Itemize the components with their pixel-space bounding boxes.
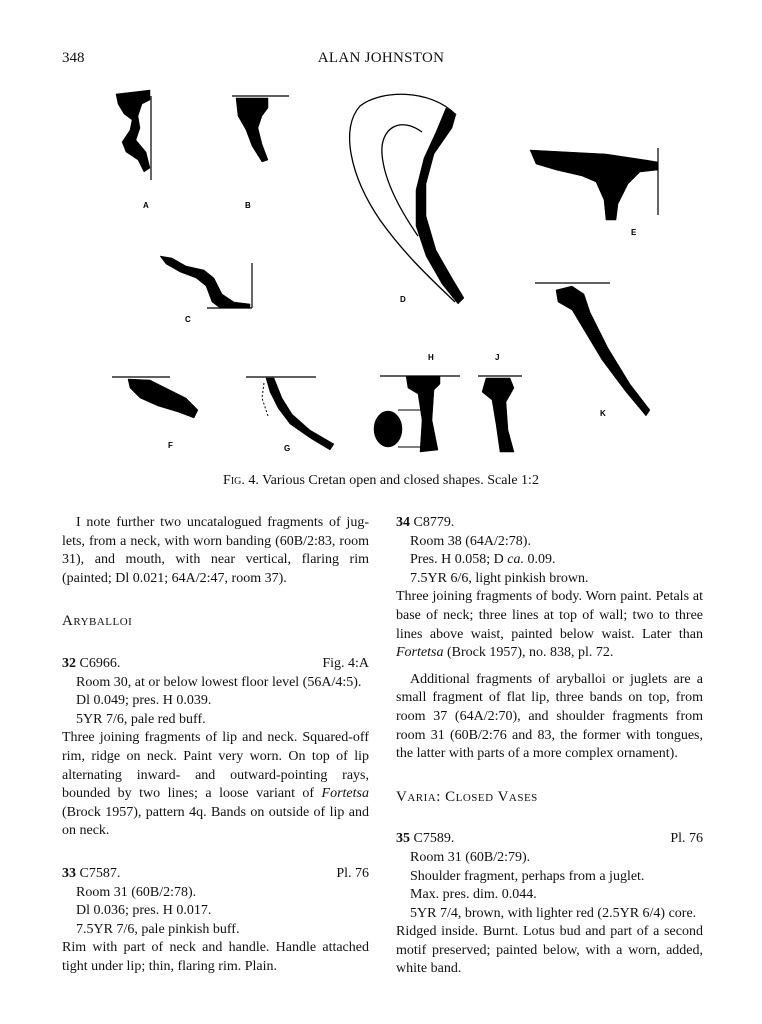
- profile-j: [478, 376, 522, 452]
- section-heading-varia: Varia: Closed Vases: [396, 788, 538, 805]
- running-head: ALAN JOHNSTON: [317, 50, 445, 66]
- entry-35-detail: Shoulder fragment, perhaps from a juglet.: [410, 868, 645, 884]
- profile-h: [374, 376, 460, 452]
- figure-label-e: E: [631, 228, 637, 237]
- entry-32-number: 32: [62, 655, 76, 671]
- entry-34-detail: 7.5YR 6/6, light pinkish brown.: [410, 570, 589, 586]
- entry-35-description: Ridged inside. Burnt. Lotus bud and part of a second motif preserved; painted below, with a worn, added, white band.: [396, 924, 703, 977]
- figure-label-g: G: [284, 444, 291, 453]
- entry-33-header: [62, 865, 369, 884]
- entry-32-description: Three joining fragments of lip and neck. Squared-off rim, ridge on neck. Paint very worn. On top of lip alternating inward- and outward-pointing rays, bounded by two lines; a loose variant of Fortetsa (Brock 1957), pattern 4q. Bands on outside of lip and on neck.: [62, 730, 369, 839]
- entry-35-detail: Max. pres. dim. 0.044.: [410, 887, 537, 903]
- entry-35-header: [396, 830, 703, 849]
- entry-32-ref: Fig. 4:A: [322, 655, 369, 671]
- figure-label-h: H: [428, 353, 434, 362]
- page-number: 348: [62, 50, 85, 66]
- additional-fragments-paragraph: Additional fragments of aryballoi or juglets are a small fragment of flat lip, three bands on top, from room 37 (64A/2:70), and shoulder fragments from room 31 (60B/2:76 and 83, the former with tongues, the latter with parts of a more complex ornament).: [396, 671, 703, 762]
- entry-33-detail: 7.5YR 7/6, pale pinkish buff.: [76, 921, 240, 937]
- figure-caption: [0, 473, 762, 489]
- entry-33-number: 33: [62, 865, 76, 881]
- entry-34-number: 34: [396, 515, 410, 530]
- entry-34-header: [396, 514, 703, 533]
- figure-label-f: F: [168, 441, 173, 450]
- entry-34-catalogue: C8779.: [413, 515, 455, 530]
- entry-32-detail: 5YR 7/6, pale red buff.: [76, 711, 206, 727]
- figure-label-c: C: [185, 315, 191, 324]
- figure-caption-prefix: Fig. 4.: [223, 473, 259, 488]
- figure-caption-text: Various Cretan open and closed shapes. Scale 1:2: [262, 473, 539, 488]
- figure-label-j: J: [495, 353, 500, 362]
- profile-k: [535, 283, 650, 416]
- profile-c: [160, 256, 252, 308]
- section-heading-aryballoi: Aryballoi: [62, 613, 133, 630]
- entry-35-catalogue: C7589.: [413, 831, 455, 847]
- entry-35-number: 35: [396, 831, 410, 847]
- entry-34-detail: Pres. H 0.058; D ca. 0.09.: [410, 552, 556, 568]
- figure-label-d: D: [400, 295, 406, 304]
- figure-label-k: K: [600, 409, 606, 418]
- right-column: [396, 514, 703, 979]
- entry-33-ref: Pl. 76: [336, 865, 369, 881]
- profile-d: [350, 94, 464, 304]
- entry-35-detail: Room 31 (60B/2:79).: [410, 849, 531, 865]
- entry-35-ref: Pl. 76: [670, 831, 703, 847]
- left-column: [62, 514, 369, 976]
- entry-33-detail: Dl 0.036; pres. H 0.017.: [76, 903, 212, 919]
- entry-32-detail: Room 30, at or below lowest floor level (56A/4:5).: [76, 674, 362, 690]
- entry-34-detail: Room 38 (64A/2:78).: [410, 533, 531, 549]
- figure-label-b: B: [245, 201, 251, 210]
- entry-32-header: [62, 655, 369, 674]
- entry-32-detail: Dl 0.049; pres. H 0.039.: [76, 693, 212, 709]
- pottery-profiles-figure: [0, 80, 762, 480]
- profile-b: [232, 96, 289, 162]
- profile-f: [112, 377, 198, 418]
- entry-35-detail: 5YR 7/4, brown, with lighter red (2.5YR 6/4) core.: [410, 905, 697, 921]
- profile-g: [246, 377, 334, 450]
- figure-label-a: A: [143, 201, 149, 210]
- profile-e: [530, 148, 658, 220]
- entry-33-description: Rim with part of neck and handle. Handle attached tight under lip; thin, flaring rim. Plain.: [62, 940, 369, 974]
- entry-34-description: Three joining fragments of body. Worn paint. Petals at base of neck; three lines at top of wall; two to three lines above waist, painted below waist. Later than Fortetsa (Brock 1957), no. 838, pl. 72.: [396, 589, 703, 661]
- entry-33-detail: Room 31 (60B/2:78).: [76, 884, 197, 900]
- profile-a: [116, 90, 151, 180]
- entry-32-catalogue: C6966.: [79, 655, 121, 671]
- intro-paragraph: I note further two uncatalogued fragments of juglets, from a neck, with worn banding (60B/2:83, room 31), and mouth, with near vertical, flaring rim (painted; Dl 0.021; 64A/2:47, room 37).: [62, 515, 369, 586]
- entry-33-catalogue: C7587.: [79, 865, 121, 881]
